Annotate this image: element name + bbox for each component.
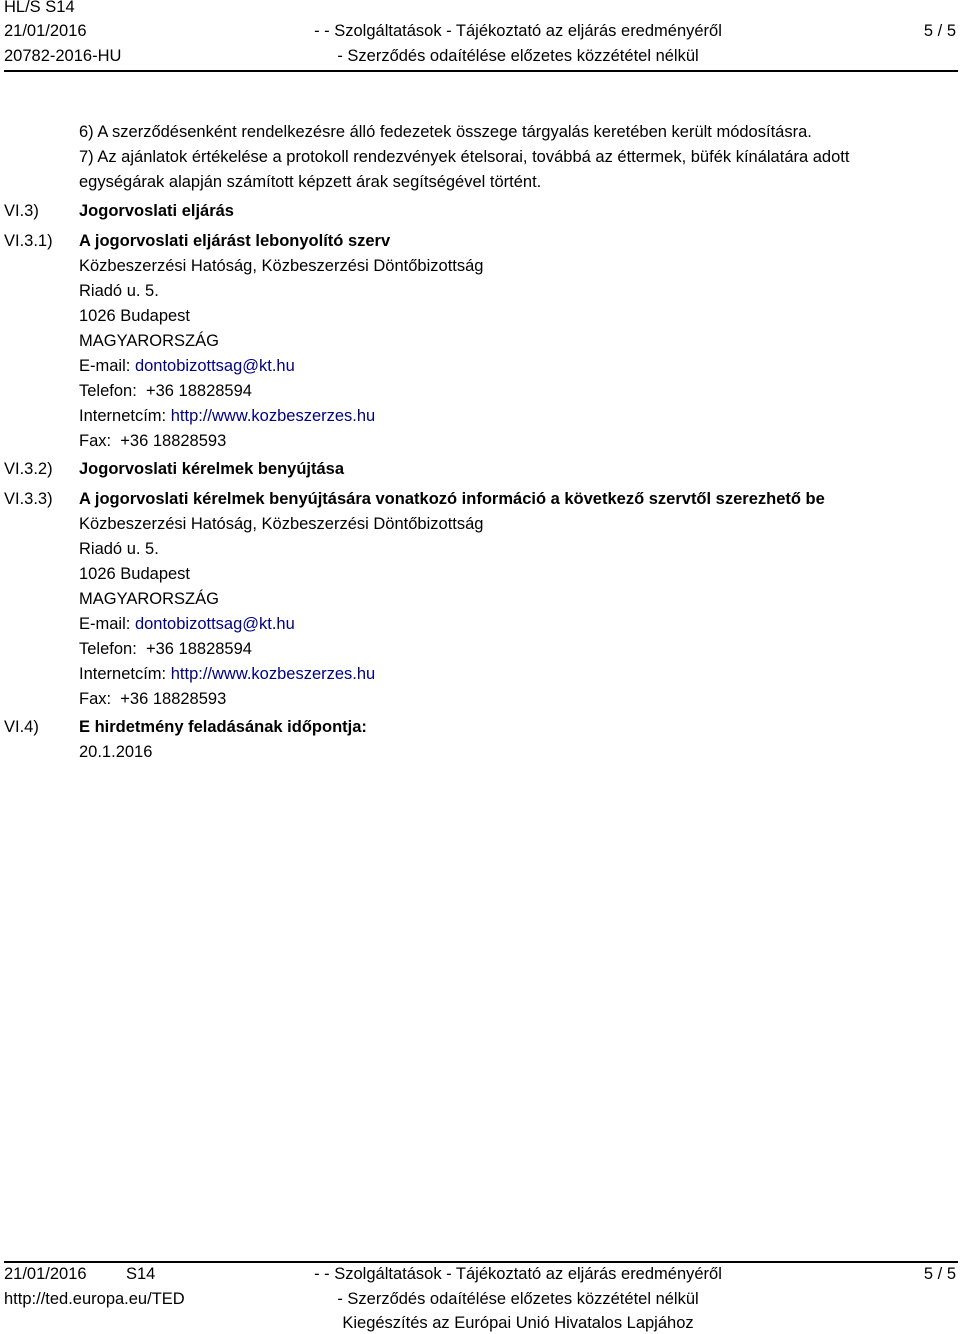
review-heading: Jogorvoslati eljárás bbox=[79, 202, 234, 220]
note-line: 6) A szerződésenként rendelkezésre álló fedezetek összege tárgyalás keretében került módosításra. bbox=[79, 123, 812, 141]
web-label: Internetcím: bbox=[79, 665, 167, 683]
section-number-vi3-2: VI.3.2) bbox=[4, 460, 53, 478]
review-body-city: 1026 Budapest bbox=[79, 307, 191, 325]
header-code: HL/S S14 bbox=[4, 0, 75, 16]
header-title-line2: - Szerződés odaítélése előzetes közzététel nélkül bbox=[337, 47, 699, 65]
fax-value: +36 18828593 bbox=[120, 432, 227, 450]
review-body-country: MAGYARORSZÁG bbox=[79, 332, 219, 350]
email-label: E-mail: bbox=[79, 357, 131, 375]
fax-value: +36 18828593 bbox=[120, 690, 227, 708]
phone-label: Telefon: bbox=[79, 640, 137, 658]
section-number-vi3-3: VI.3.3) bbox=[4, 490, 53, 508]
review-info-email-row bbox=[79, 612, 949, 637]
lodging-heading-block bbox=[79, 459, 949, 479]
dispatch-heading: E hirdetmény feladásának időpontja: bbox=[79, 718, 367, 736]
review-info-country: MAGYARORSZÁG bbox=[79, 590, 219, 608]
note-line: egységárak alapján számított képzett árak segítségével történt. bbox=[79, 173, 542, 191]
dispatch-date: 20.1.2016 bbox=[79, 743, 153, 761]
review-body-name: Közbeszerzési Hatóság, Közbeszerzési Döntőbizottság bbox=[79, 257, 484, 275]
note-line: 7) Az ajánlatok értékelése a protokoll rendezvények ételsorai, továbbá az éttermek, büfék kínálatára adott bbox=[79, 148, 850, 166]
review-body-web-row bbox=[79, 404, 949, 429]
web-link[interactable]: http://www.kozbeszerzes.hu bbox=[170, 407, 376, 425]
web-label: Internetcím: bbox=[79, 407, 167, 425]
review-body-block bbox=[79, 229, 949, 454]
review-body-phone-row bbox=[79, 379, 949, 404]
footer-rule bbox=[4, 1261, 958, 1263]
review-info-fax-row bbox=[79, 687, 949, 712]
footer-title-line2: - Szerződés odaítélése előzetes közzététel nélkül bbox=[337, 1290, 699, 1308]
header-rule bbox=[4, 70, 958, 72]
phone-value: +36 18828594 bbox=[145, 382, 252, 400]
footer-url[interactable]: http://ted.europa.eu/TED bbox=[4, 1290, 185, 1308]
fax-label: Fax: bbox=[79, 432, 112, 450]
footer-page-number: 5 / 5 bbox=[923, 1265, 956, 1283]
section-number-vi3-1: VI.3.1) bbox=[4, 232, 53, 250]
web-link[interactable]: http://www.kozbeszerzes.hu bbox=[170, 665, 376, 683]
review-body-email-row bbox=[79, 354, 949, 379]
review-info-block bbox=[79, 487, 949, 712]
header-page-number: 5 / 5 bbox=[923, 22, 956, 40]
footer-code: S14 bbox=[126, 1265, 156, 1283]
review-body-heading: A jogorvoslati eljárást lebonyolító szerv bbox=[79, 232, 391, 250]
review-info-name: Közbeszerzési Hatóság, Közbeszerzési Döntőbizottság bbox=[79, 515, 484, 533]
dispatch-block bbox=[79, 715, 949, 765]
email-link[interactable]: dontobizottsag@kt.hu bbox=[134, 615, 295, 633]
email-link[interactable]: dontobizottsag@kt.hu bbox=[134, 357, 295, 375]
review-heading-block bbox=[79, 201, 949, 221]
review-info-heading: A jogorvoslati kérelmek benyújtására vonatkozó információ a következő szervtől szerezhető be bbox=[79, 490, 825, 508]
review-body-street: Riadó u. 5. bbox=[79, 282, 159, 300]
review-info-web-row bbox=[79, 662, 949, 687]
review-info-street: Riadó u. 5. bbox=[79, 540, 159, 558]
lodging-heading: Jogorvoslati kérelmek benyújtása bbox=[79, 460, 345, 478]
section-number-vi3: VI.3) bbox=[4, 202, 39, 220]
footer-title-line1: - - Szolgáltatások - Tájékoztató az eljárás eredményéről bbox=[314, 1265, 722, 1283]
header-date: 21/01/2016 bbox=[4, 22, 87, 40]
review-info-city: 1026 Budapest bbox=[79, 565, 191, 583]
footer-title-line3: Kiegészítés az Európai Unió Hivatalos Lapjához bbox=[342, 1314, 694, 1332]
phone-label: Telefon: bbox=[79, 382, 137, 400]
section-number-vi4: VI.4) bbox=[4, 718, 39, 736]
email-label: E-mail: bbox=[79, 615, 131, 633]
header-title-line1: - - Szolgáltatások - Tájékoztató az eljárás eredményéről bbox=[314, 22, 722, 40]
phone-value: +36 18828594 bbox=[145, 640, 252, 658]
review-body-fax-row bbox=[79, 429, 949, 454]
footer-date: 21/01/2016 bbox=[4, 1265, 87, 1283]
review-info-phone-row bbox=[79, 637, 949, 662]
header-ref: 20782-2016-HU bbox=[4, 47, 122, 65]
notes-block bbox=[79, 120, 949, 195]
fax-label: Fax: bbox=[79, 690, 112, 708]
